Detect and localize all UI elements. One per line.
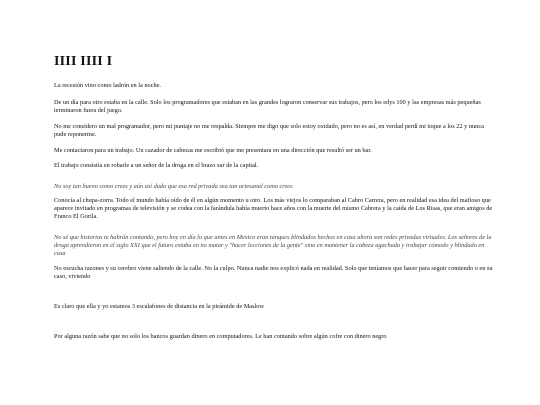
body-paragraph: De un día para otro estaba en la calle. Solo los programadores que estaban en las grandes lograron conservar sus trabajos, pero los edys 100 y las empresas más pequeñas terminaron fuera del juego.: [54, 99, 481, 114]
body-paragraph: No escucha razones y su cerebro viene saliendo de la calle. No la culpo. Nunca nadie nos explicó nada en realidad. Solo que teníamos que hacer para seguir comiendo o en su caso, viviendo: [54, 265, 493, 280]
body-paragraph: El trabajo consistía en robarle a un señor de la droga en el brazo sur de la capital.: [54, 162, 259, 169]
italic-quote-paragraph: No sé que historias te habrán contando, pero hoy en día lo que antes en Mexico eran tanques blindados hechos en casa ahora son redes privadas virtuales. Los señores de la droga aprendieron en el siglo XXI que el futuro estaba en no matar y "hacer lecciones de la gente" sino en mantener la cabeza agachada y trabajar cómodo y blindado en casa: [54, 234, 492, 257]
paragraph-list: [54, 82, 494, 341]
body-paragraph: Me contactaron para un trabajo. Un cazador de cabezas me escribió que me presentara en una dirección que resultó ser un bar.: [54, 147, 372, 154]
document-body: [54, 54, 494, 341]
document-title: IIII IIII I: [54, 54, 113, 69]
body-paragraph: No me considero un mal programador, pero mi puntaje no me respalda. Siempre me digo que solo estoy oxidado, pero no es así, en verdad perdí mi toque a los 22 y nunca pude reponerme.: [54, 123, 484, 138]
body-paragraph: La recesión vino como ladrón en la noche.: [54, 82, 162, 89]
body-paragraph: Conocía al chupa-zorra. Todo el mundo había oído de él en algún momento u otro. Los más viejos lo comparaban al Cabro Carrera, pero en realidad esa idea del mafioso que aparece invitado en programas de televisión y se codea con la farándula había muerto hace años con la muerte del mismo Cabrera y la caída de Los Risas, que eran amigos de Franco El Gorila.: [54, 197, 493, 220]
body-paragraph: Es claro que ella y yo estamos 3 escalafones de distancia en la pirámide de Maslow: [54, 303, 264, 310]
italic-quote-paragraph: No soy tan bueno como crees y aún así dudo que esa red privada sea tan artesanal como crees: [54, 183, 293, 190]
body-paragraph: Por alguna razón sabe que no solo los bancos guardan dinero en computadores. Le han contando sobre algún cofre con dinero negro: [54, 333, 387, 340]
